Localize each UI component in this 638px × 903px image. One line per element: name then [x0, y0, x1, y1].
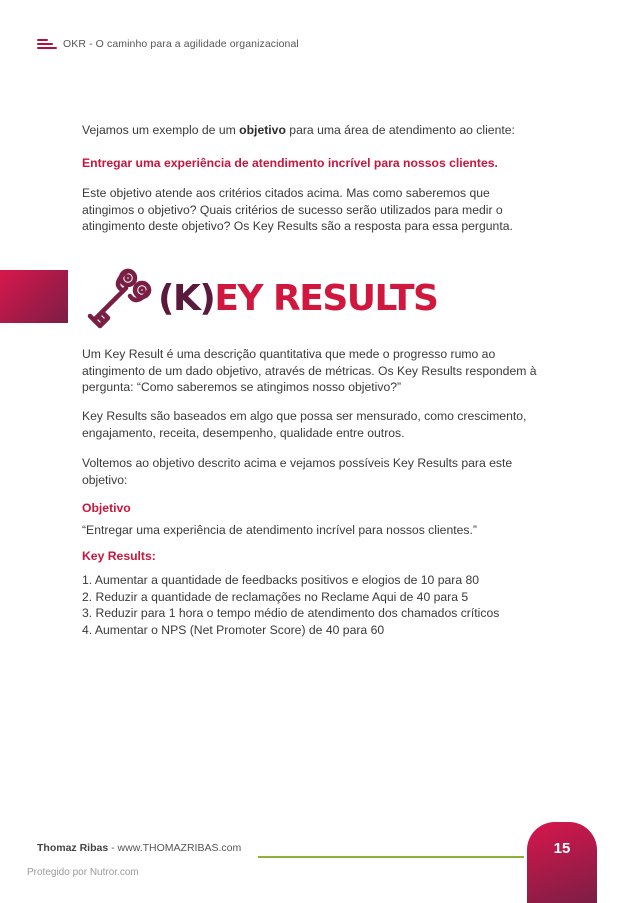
key-icon — [86, 268, 152, 330]
list-item: 2. Reduzir a quantidade de reclamações no Reclame Aqui de 40 para 5 — [82, 589, 469, 604]
section-title-rest: EY RESULTS — [214, 278, 438, 319]
intro-paragraph: Este objetivo atende aos critérios citados acima. Mas como saberemos que atingimos o objetivo? Quais critérios de sucesso serão utilizados para medir o atingimento deste objetivo? Os Key Results são a resposta para essa pergunta. — [82, 186, 513, 233]
list-item: 1. Aumentar a quantidade de feedbacks positivos e elogios de 10 para 80 — [82, 573, 480, 587]
kr-paragraph-2: Key Results são baseados em algo que possa ser mensurado, como crescimento, engajamento, receita, desempenho, qualidade entre outros. — [82, 409, 527, 440]
section-tab — [0, 270, 68, 323]
intro-bold-word: objetivo — [239, 123, 286, 137]
page-number: 15 — [553, 840, 571, 857]
intro-line — [82, 122, 552, 139]
section-title — [158, 278, 438, 319]
kr-paragraph-3: Voltemos ao objetivo descrito acima e vejamos possíveis Key Results para este objetivo: — [82, 456, 513, 487]
header-title: OKR - O caminho para a agilidade organizacional — [63, 38, 299, 50]
page-footer — [37, 842, 241, 854]
objective-text: “Entregar uma experiência de atendimento incrível para nossos clientes.” — [82, 523, 477, 537]
section-title-k: (K) — [158, 278, 215, 319]
protected-notice: Protegido por Nutror.com — [27, 867, 139, 878]
page-number-badge — [527, 822, 597, 903]
objective-highlight: Entregar uma experiência de atendimento incrível para nossos clientes. — [82, 156, 498, 170]
key-results-heading — [86, 268, 437, 330]
key-results-list — [82, 572, 552, 638]
list-item: 4. Aumentar o NPS (Net Promoter Score) de 40 para 60 — [82, 622, 385, 637]
footer-divider — [258, 856, 524, 858]
menu-lines-icon — [37, 38, 57, 50]
key-results-label: Key Results: — [82, 549, 156, 563]
footer-author: Thomaz Ribas — [37, 842, 109, 854]
intro-prefix: Vejamos um exemplo de um — [82, 123, 240, 137]
list-item: 3. Reduzir para 1 hora o tempo médio de atendimento dos chamados críticos — [82, 606, 500, 620]
footer-site-link[interactable]: www.THOMAZRIBAS.com — [117, 842, 242, 854]
page-header — [37, 36, 299, 52]
footer-separator: - — [108, 842, 118, 854]
kr-paragraph-1: Um Key Result é uma descrição quantitativa que mede o progresso rumo ao atingimento de um dado objetivo, através de métricas. Os Key Results respondem à pergunta: “Como saberemos se atingimos nosso objetivo?” — [82, 347, 537, 394]
objective-label: Objetivo — [82, 501, 131, 515]
intro-suffix: para uma área de atendimento ao cliente: — [285, 123, 515, 137]
